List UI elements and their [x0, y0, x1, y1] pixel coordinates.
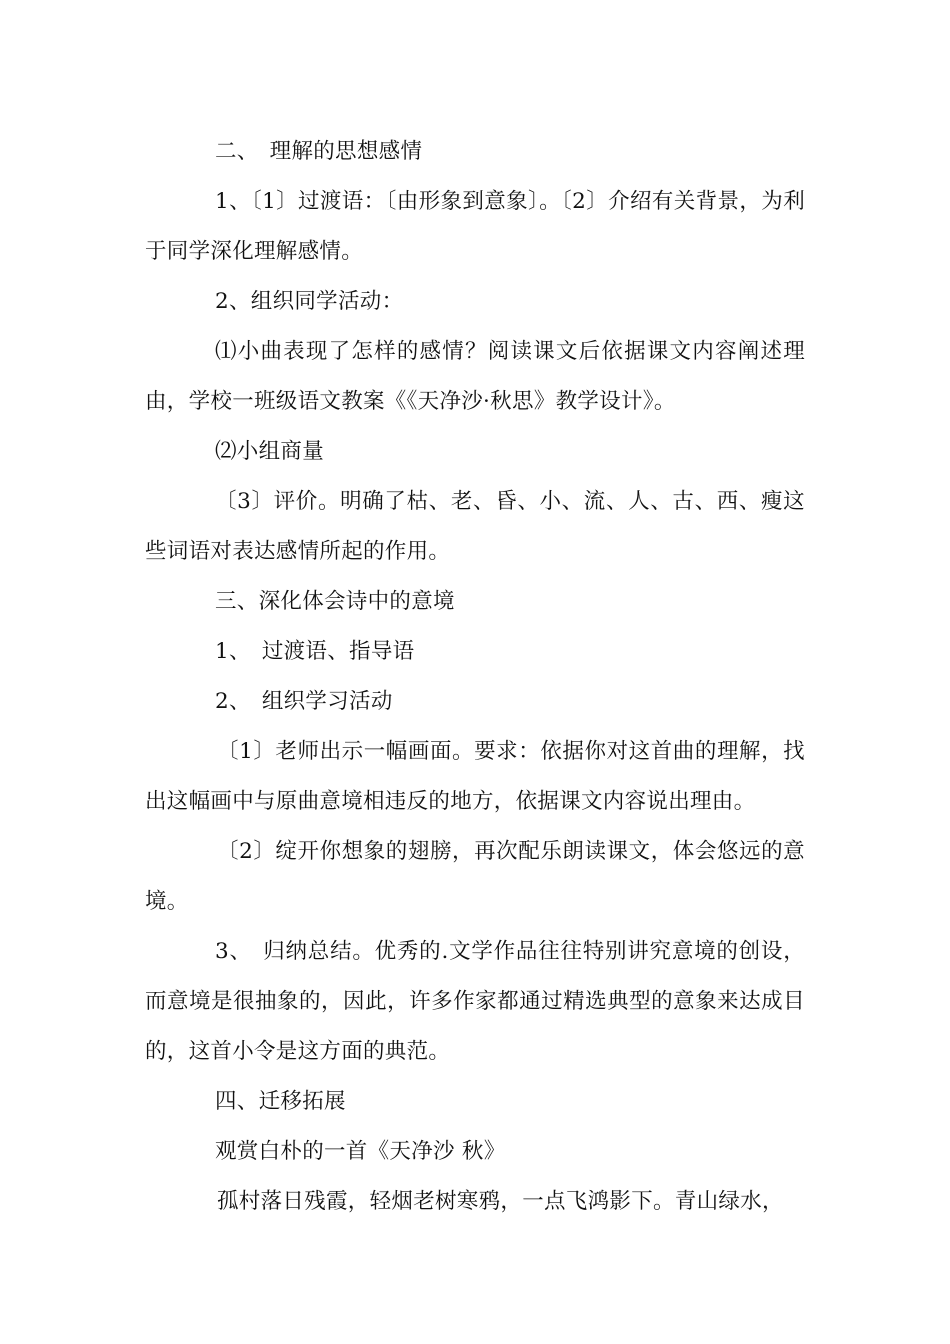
paragraph-poem-excerpt: 孤村落日残霞，轻烟老树寒鸦，一点飞鸿影下。青山绿水，	[217, 1189, 784, 1214]
paragraph-appreciation-title: 观赏白朴的一首《天净沙 秋》	[215, 1139, 506, 1164]
paragraph-learning-activity: 2、 组织学习活动	[215, 689, 393, 714]
paragraph-summary: 3、 归纳总结。优秀的.文学作品往往特别讲究意境的创设，而意境是很抽象的，因此，许多作家都通过精选典型的意象来达成目的，这首小令是这方面的典范。	[145, 939, 805, 1064]
paragraph-transition-1: 1、〔1〕过渡语：〔由形象到意象〕。〔2〕介绍有关背景，为利于同学深化理解感情。	[145, 189, 805, 264]
section-heading-2: 二、 理解的思想感情	[215, 139, 423, 164]
paragraph-imagination: 〔2〕绽开你想象的翅膀，再次配乐朗读课文，体会悠远的意境。	[145, 839, 805, 914]
section-heading-3: 三、深化体会诗中的意境	[215, 589, 455, 614]
paragraph-activity-2: 2、组织同学活动：	[215, 289, 404, 314]
paragraph-picture-task: 〔1〕老师出示一幅画面。要求：依据你对这首曲的理解，找出这幅画中与原曲意境相违反的地方，依据课文内容说出理由。	[145, 739, 805, 814]
section-heading-4: 四、迁移拓展	[215, 1089, 346, 1114]
document-body	[145, 127, 805, 1227]
paragraph-question-1: ⑴小曲表现了怎样的感情？阅读课文后依据课文内容阐述理由，学校一班级语文教案《《天净沙·秋思》教学设计》。	[145, 339, 805, 414]
paragraph-guide: 1、 过渡语、指导语	[215, 639, 415, 664]
paragraph-group-discussion: ⑵小组商量	[215, 439, 325, 464]
paragraph-evaluation: 〔3〕评价。明确了枯、老、昏、小、流、人、古、西、瘦这些词语对表达感情所起的作用。	[145, 489, 805, 564]
